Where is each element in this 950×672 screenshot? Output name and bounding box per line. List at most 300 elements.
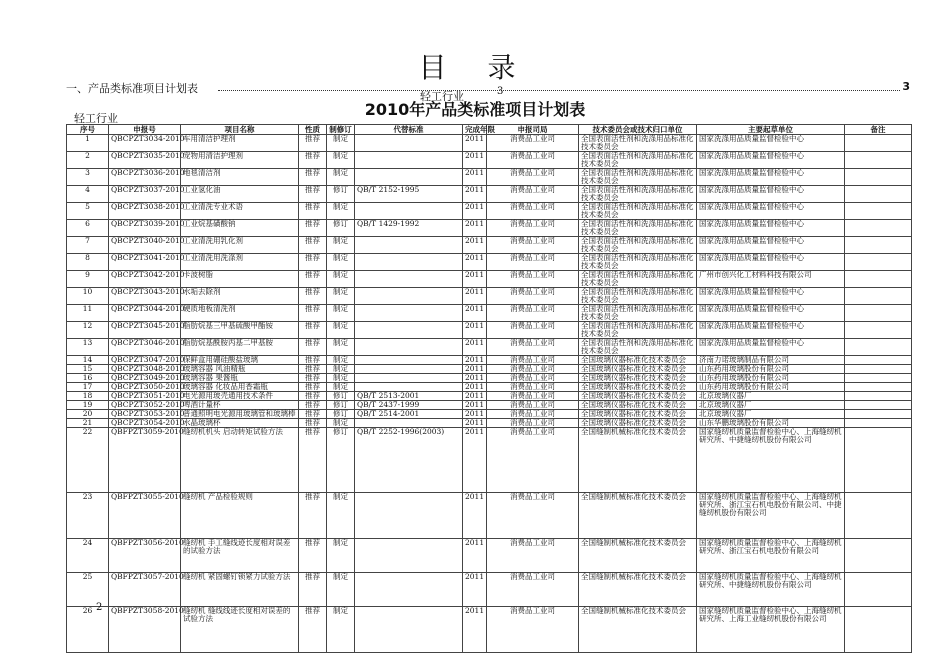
cell-drafter: 国家缝纫机质量监督检验中心、上海缝纫机研究所、浙江宝石机电股份有限公司 — [697, 539, 845, 573]
cell-drafter: 国家洗涤用品质量监督检验中心 — [697, 169, 845, 186]
cell-committee: 全国缝制机械标准化技术委员会 — [579, 493, 697, 539]
cell-remark — [845, 539, 912, 573]
cell-drafter: 国家洗涤用品质量监督检验中心 — [697, 254, 845, 271]
cell-remark — [845, 410, 912, 419]
cell-drafter: 北京玻璃仪器厂 — [697, 410, 845, 419]
cell-nature: 推荐 — [299, 152, 327, 169]
toc-entry-label: 一、产品类标准项目计划表 — [66, 82, 198, 95]
cell-nature: 推荐 — [299, 135, 327, 152]
cell-no: 15 — [67, 365, 109, 374]
table-row — [67, 493, 912, 539]
cell-committee: 全国玻璃仪器标准化技术委员会 — [579, 410, 697, 419]
cell-nature: 推荐 — [299, 539, 327, 573]
cell-dept: 消费品工业司 — [487, 186, 579, 203]
cell-replace — [355, 237, 463, 254]
cell-drafter: 国家缝纫机质量监督检验中心、上海缝纫机研究所、中捷缝纫机股份有限公司 — [697, 573, 845, 607]
column-header: 制修订 — [327, 125, 355, 135]
cell-name: 缝纫机 紧固螺钉锁紧力试验方法 — [181, 573, 299, 607]
cell-year: 2011 — [463, 356, 487, 365]
cell-committee: 全国玻璃仪器标准化技术委员会 — [579, 383, 697, 392]
cell-dept: 消费品工业司 — [487, 288, 579, 305]
cell-type: 制定 — [327, 493, 355, 539]
cell-name: 缝纫机 缝线线迹长度相对误差的试验方法 — [181, 607, 299, 653]
cell-code: QBCPZT3052-2010 — [109, 401, 181, 410]
cell-no: 1 — [67, 135, 109, 152]
cell-replace — [355, 254, 463, 271]
cell-nature: 推荐 — [299, 419, 327, 428]
cell-no: 24 — [67, 539, 109, 573]
cell-name: 卡波树脂 — [181, 271, 299, 288]
cell-drafter: 北京玻璃仪器厂 — [697, 401, 845, 410]
cell-name: 玻璃容器 风油精瓶 — [181, 365, 299, 374]
cell-name: 脂肪烷基酰胺丙基二甲基胺 — [181, 339, 299, 356]
cell-remark — [845, 493, 912, 539]
page-number: 2 — [96, 602, 103, 613]
cell-drafter: 国家洗涤用品质量监督检验中心 — [697, 220, 845, 237]
cell-replace — [355, 169, 463, 186]
cell-type: 制定 — [327, 152, 355, 169]
cell-nature: 推荐 — [299, 339, 327, 356]
cell-code: QBCPZT3047-2010 — [109, 356, 181, 365]
cell-name: 地毯清洁剂 — [181, 169, 299, 186]
cell-no: 2 — [67, 152, 109, 169]
cell-type: 制定 — [327, 383, 355, 392]
cell-replace — [355, 573, 463, 607]
cell-year: 2011 — [463, 169, 487, 186]
cell-committee: 全国表面活性剂和洗涤用品标准化技术委员会 — [579, 254, 697, 271]
cell-replace: QB/T 2437-1999 — [355, 401, 463, 410]
cell-nature: 推荐 — [299, 383, 327, 392]
cell-replace — [355, 493, 463, 539]
cell-no: 14 — [67, 356, 109, 365]
cell-replace — [355, 374, 463, 383]
cell-replace: QB/T 2252-1996(2003) — [355, 428, 463, 493]
cell-remark — [845, 271, 912, 288]
cell-dept: 消费品工业司 — [487, 203, 579, 220]
cell-name: 缝纫机 产品检验规则 — [181, 493, 299, 539]
cell-name: 玻璃容器 化妆品用香霜瓶 — [181, 383, 299, 392]
cell-type: 制定 — [327, 365, 355, 374]
cell-year: 2011 — [463, 135, 487, 152]
cell-no: 20 — [67, 410, 109, 419]
cell-committee: 全国表面活性剂和洗涤用品标准化技术委员会 — [579, 135, 697, 152]
cell-nature: 推荐 — [299, 410, 327, 419]
cell-committee: 全国表面活性剂和洗涤用品标准化技术委员会 — [579, 203, 697, 220]
table-row — [67, 539, 912, 573]
table-header-row — [67, 125, 912, 135]
cell-committee: 全国表面活性剂和洗涤用品标准化技术委员会 — [579, 322, 697, 339]
cell-dept: 消费品工业司 — [487, 493, 579, 539]
cell-dept: 消费品工业司 — [487, 271, 579, 288]
cell-name: 工业清洗用乳化剂 — [181, 237, 299, 254]
column-header: 项目名称 — [181, 125, 299, 135]
cell-code: QBCPZT3053-2010 — [109, 410, 181, 419]
cell-replace — [355, 135, 463, 152]
cell-code: QBCPZT3050-2010 — [109, 383, 181, 392]
cell-code: QBCPZT3046-2010 — [109, 339, 181, 356]
cell-year: 2011 — [463, 254, 487, 271]
cell-drafter: 山东药用玻璃股份有限公司 — [697, 374, 845, 383]
table-row — [67, 220, 912, 237]
cell-dept: 消费品工业司 — [487, 322, 579, 339]
cell-nature: 推荐 — [299, 322, 327, 339]
column-header: 技术委员会或技术归口单位 — [579, 125, 697, 135]
cell-no: 7 — [67, 237, 109, 254]
cell-type: 制定 — [327, 135, 355, 152]
cell-no: 10 — [67, 288, 109, 305]
running-header-left: 轻工行业 — [420, 90, 464, 103]
column-header: 代替标准 — [355, 125, 463, 135]
cell-year: 2011 — [463, 186, 487, 203]
cell-nature: 推荐 — [299, 237, 327, 254]
cell-type: 制定 — [327, 374, 355, 383]
cell-nature: 推荐 — [299, 271, 327, 288]
cell-remark — [845, 288, 912, 305]
cell-type: 制定 — [327, 271, 355, 288]
cell-code: QBFPZT3058-2010 — [109, 607, 181, 653]
cell-drafter: 山东华鹏玻璃股份有限公司 — [697, 419, 845, 428]
cell-committee: 全国缝制机械标准化技术委员会 — [579, 607, 697, 653]
table-row — [67, 305, 912, 322]
cell-no: 11 — [67, 305, 109, 322]
cell-committee: 全国玻璃仪器标准化技术委员会 — [579, 365, 697, 374]
cell-remark — [845, 383, 912, 392]
table-row — [67, 152, 912, 169]
cell-committee: 全国玻璃仪器标准化技术委员会 — [579, 374, 697, 383]
cell-name: 普通照明电光源用玻璃管和玻璃棒 — [181, 410, 299, 419]
column-header: 主要起草单位 — [697, 125, 845, 135]
cell-name: 缝纫机机头 启动转矩试验方法 — [181, 428, 299, 493]
cell-type: 制定 — [327, 419, 355, 428]
cell-code: QBCPZT3043-2010 — [109, 288, 181, 305]
table-row — [67, 254, 912, 271]
cell-year: 2011 — [463, 573, 487, 607]
cell-code: QBCPZT3037-2010 — [109, 186, 181, 203]
cell-year: 2011 — [463, 539, 487, 573]
cell-remark — [845, 419, 912, 428]
cell-year: 2011 — [463, 392, 487, 401]
table-row — [67, 428, 912, 493]
table-row — [67, 169, 912, 186]
cell-no: 22 — [67, 428, 109, 493]
cell-replace — [355, 271, 463, 288]
cell-no: 12 — [67, 322, 109, 339]
column-header: 申报号 — [109, 125, 181, 135]
cell-replace — [355, 365, 463, 374]
cell-replace — [355, 607, 463, 653]
cell-name: 工业清洗专业术语 — [181, 203, 299, 220]
cell-no: 6 — [67, 220, 109, 237]
cell-no: 16 — [67, 374, 109, 383]
cell-code: QBFPZT3056-2010 — [109, 539, 181, 573]
cell-no: 4 — [67, 186, 109, 203]
cell-dept: 消费品工业司 — [487, 428, 579, 493]
cell-year: 2011 — [463, 374, 487, 383]
cell-remark — [845, 203, 912, 220]
cell-committee: 全国缝制机械标准化技术委员会 — [579, 539, 697, 573]
cell-code: QBCPZT3039-2010 — [109, 220, 181, 237]
cell-committee: 全国缝制机械标准化技术委员会 — [579, 573, 697, 607]
cell-no: 8 — [67, 254, 109, 271]
cell-replace — [355, 203, 463, 220]
cell-code: QBCPZT3035-2010 — [109, 152, 181, 169]
cell-dept: 消费品工业司 — [487, 419, 579, 428]
cell-nature: 推荐 — [299, 374, 327, 383]
cell-drafter: 北京玻璃仪器厂 — [697, 392, 845, 401]
running-header-right: 3 — [497, 86, 504, 97]
cell-year: 2011 — [463, 428, 487, 493]
cell-dept: 消费品工业司 — [487, 573, 579, 607]
toc-page-number: 3 — [902, 80, 910, 93]
cell-drafter: 国家缝纫机质量监督检验中心、上海缝纫机研究所、中捷缝纫机股份有限公司 — [697, 428, 845, 493]
cell-year: 2011 — [463, 383, 487, 392]
table-row — [67, 607, 912, 653]
cell-dept: 消费品工业司 — [487, 237, 579, 254]
cell-no: 3 — [67, 169, 109, 186]
cell-remark — [845, 322, 912, 339]
cell-code: QBCPZT3054-2010 — [109, 419, 181, 428]
cell-type: 制定 — [327, 169, 355, 186]
cell-remark — [845, 339, 912, 356]
cell-committee: 全国玻璃仪器标准化技术委员会 — [579, 392, 697, 401]
cell-remark — [845, 374, 912, 383]
cell-remark — [845, 356, 912, 365]
cell-dept: 消费品工业司 — [487, 356, 579, 365]
cell-name: 啤酒计量杯 — [181, 401, 299, 410]
cell-nature: 推荐 — [299, 401, 327, 410]
cell-nature: 推荐 — [299, 288, 327, 305]
cell-committee: 全国玻璃仪器标准化技术委员会 — [579, 401, 697, 410]
cell-committee: 全国表面活性剂和洗涤用品标准化技术委员会 — [579, 271, 697, 288]
section-label: 轻工行业 — [74, 112, 118, 125]
cell-type: 制定 — [327, 237, 355, 254]
cell-code: QBCPZT3051-2010 — [109, 392, 181, 401]
table-row — [67, 288, 912, 305]
cell-type: 修订 — [327, 186, 355, 203]
cell-remark — [845, 186, 912, 203]
column-header: 性质 — [299, 125, 327, 135]
cell-dept: 消费品工业司 — [487, 152, 579, 169]
cell-committee: 全国表面活性剂和洗涤用品标准化技术委员会 — [579, 339, 697, 356]
cell-committee: 全国表面活性剂和洗涤用品标准化技术委员会 — [579, 305, 697, 322]
cell-replace — [355, 339, 463, 356]
cell-name: 缝纫机 手工缝线迹长度相对误差的试验方法 — [181, 539, 299, 573]
cell-committee: 全国表面活性剂和洗涤用品标准化技术委员会 — [579, 186, 697, 203]
cell-name: 工业氢化油 — [181, 186, 299, 203]
table-row — [67, 237, 912, 254]
column-header: 备注 — [845, 125, 912, 135]
cell-type: 修订 — [327, 428, 355, 493]
cell-name: 保鲜盒用硼硅酸盐玻璃 — [181, 356, 299, 365]
cell-remark — [845, 573, 912, 607]
cell-committee: 全国表面活性剂和洗涤用品标准化技术委员会 — [579, 220, 697, 237]
cell-no: 25 — [67, 573, 109, 607]
cell-type: 修订 — [327, 220, 355, 237]
cell-committee: 全国玻璃仪器标准化技术委员会 — [579, 419, 697, 428]
cell-replace — [355, 288, 463, 305]
cell-name: 宠物用清洁护理剂 — [181, 152, 299, 169]
cell-code: QBCPZT3044-2010 — [109, 305, 181, 322]
cell-replace: QB/T 1429-1992 — [355, 220, 463, 237]
cell-year: 2011 — [463, 493, 487, 539]
cell-remark — [845, 135, 912, 152]
cell-no: 17 — [67, 383, 109, 392]
standards-plan-table — [66, 124, 912, 653]
cell-name: 硬质地板清洗剂 — [181, 305, 299, 322]
cell-nature: 推荐 — [299, 573, 327, 607]
cell-type: 修订 — [327, 392, 355, 401]
cell-dept: 消费品工业司 — [487, 365, 579, 374]
cell-code: QBCPZT3036-2010 — [109, 169, 181, 186]
cell-dept: 消费品工业司 — [487, 539, 579, 573]
cell-type: 制定 — [327, 322, 355, 339]
cell-code: QBCPZT3040-2010 — [109, 237, 181, 254]
cell-type: 制定 — [327, 305, 355, 322]
cell-replace — [355, 322, 463, 339]
cell-remark — [845, 237, 912, 254]
cell-no: 21 — [67, 419, 109, 428]
table-row — [67, 573, 912, 607]
cell-name: 水晶玻璃杯 — [181, 419, 299, 428]
cell-type: 制定 — [327, 254, 355, 271]
cell-dept: 消费品工业司 — [487, 607, 579, 653]
cell-nature: 推荐 — [299, 186, 327, 203]
cell-remark — [845, 152, 912, 169]
cell-year: 2011 — [463, 288, 487, 305]
cell-year: 2011 — [463, 365, 487, 374]
cell-drafter: 国家洗涤用品质量监督检验中心 — [697, 288, 845, 305]
cell-code: QBCPZT3049-2010 — [109, 374, 181, 383]
cell-dept: 消费品工业司 — [487, 169, 579, 186]
cell-replace: QB/T 2152-1995 — [355, 186, 463, 203]
cell-nature: 推荐 — [299, 428, 327, 493]
toc-leader-dots — [218, 90, 900, 91]
cell-year: 2011 — [463, 401, 487, 410]
cell-no: 18 — [67, 392, 109, 401]
cell-replace — [355, 356, 463, 365]
cell-replace — [355, 305, 463, 322]
cell-replace — [355, 539, 463, 573]
table-row — [67, 135, 912, 152]
cell-code: QBFPZT3057-2010 — [109, 573, 181, 607]
cell-no: 23 — [67, 493, 109, 539]
cell-remark — [845, 401, 912, 410]
cell-nature: 推荐 — [299, 356, 327, 365]
cell-drafter: 广州市创兴化工材料科技有限公司 — [697, 271, 845, 288]
column-header: 序号 — [67, 125, 109, 135]
cell-drafter: 国家缝纫机质量监督检验中心、上海缝纫机研究所、浙江宝石机电股份有限公司、中捷缝纫机股份有限公司 — [697, 493, 845, 539]
cell-type: 修订 — [327, 401, 355, 410]
cell-drafter: 国家洗涤用品质量监督检验中心 — [697, 305, 845, 322]
table-row — [67, 203, 912, 220]
toc-entry[interactable] — [66, 80, 910, 96]
cell-remark — [845, 428, 912, 493]
cell-nature: 推荐 — [299, 254, 327, 271]
cell-year: 2011 — [463, 271, 487, 288]
cell-year: 2011 — [463, 237, 487, 254]
cell-name: 脂肪烷基三甲基硫酸甲酯铵 — [181, 322, 299, 339]
cell-year: 2011 — [463, 322, 487, 339]
cell-dept: 消费品工业司 — [487, 339, 579, 356]
cell-no: 26 — [67, 607, 109, 653]
cell-drafter: 国家缝纫机质量监督检验中心、上海缝纫机研究所、上海工业缝纫机股份有限公司 — [697, 607, 845, 653]
cell-drafter: 国家洗涤用品质量监督检验中心 — [697, 135, 845, 152]
cell-dept: 消费品工业司 — [487, 401, 579, 410]
cell-code: QBFPZT3059-2010 — [109, 428, 181, 493]
cell-dept: 消费品工业司 — [487, 410, 579, 419]
cell-no: 5 — [67, 203, 109, 220]
cell-remark — [845, 169, 912, 186]
cell-no: 19 — [67, 401, 109, 410]
cell-remark — [845, 220, 912, 237]
cell-code: QBCPZT3041-2010 — [109, 254, 181, 271]
table-row — [67, 186, 912, 203]
toc-heading: 目 录 — [418, 51, 532, 84]
cell-name: 车用清洁护理剂 — [181, 135, 299, 152]
cell-committee: 全国表面活性剂和洗涤用品标准化技术委员会 — [579, 237, 697, 254]
document-title: 2010年产品类标准项目计划表 — [364, 100, 586, 119]
cell-type: 制定 — [327, 203, 355, 220]
cell-drafter: 国家洗涤用品质量监督检验中心 — [697, 152, 845, 169]
cell-drafter: 国家洗涤用品质量监督检验中心 — [697, 322, 845, 339]
cell-year: 2011 — [463, 339, 487, 356]
cell-nature: 推荐 — [299, 365, 327, 374]
cell-name: 电光源用玻壳通用技术条件 — [181, 392, 299, 401]
cell-year: 2011 — [463, 607, 487, 653]
cell-nature: 推荐 — [299, 392, 327, 401]
table-row — [67, 339, 912, 356]
cell-drafter: 国家洗涤用品质量监督检验中心 — [697, 237, 845, 254]
table-row — [67, 322, 912, 339]
cell-year: 2011 — [463, 220, 487, 237]
cell-dept: 消费品工业司 — [487, 305, 579, 322]
cell-name: 水垢去除剂 — [181, 288, 299, 305]
cell-type: 制定 — [327, 356, 355, 365]
cell-remark — [845, 607, 912, 653]
cell-dept: 消费品工业司 — [487, 374, 579, 383]
cell-nature: 推荐 — [299, 220, 327, 237]
cell-nature: 推荐 — [299, 169, 327, 186]
cell-type: 制定 — [327, 607, 355, 653]
cell-code: QBCPZT3048-2010 — [109, 365, 181, 374]
cell-type: 制定 — [327, 573, 355, 607]
cell-committee: 全国玻璃仪器标准化技术委员会 — [579, 356, 697, 365]
cell-remark — [845, 365, 912, 374]
cell-drafter: 山东药用玻璃股份有限公司 — [697, 383, 845, 392]
cell-year: 2011 — [463, 152, 487, 169]
cell-drafter: 国家洗涤用品质量监督检验中心 — [697, 186, 845, 203]
cell-replace: QB/T 2514-2001 — [355, 410, 463, 419]
cell-remark — [845, 305, 912, 322]
cell-dept: 消费品工业司 — [487, 392, 579, 401]
cell-year: 2011 — [463, 419, 487, 428]
cell-drafter: 国家洗涤用品质量监督检验中心 — [697, 339, 845, 356]
cell-dept: 消费品工业司 — [487, 254, 579, 271]
cell-nature: 推荐 — [299, 493, 327, 539]
cell-code: QBCPZT3045-2010 — [109, 322, 181, 339]
cell-type: 修订 — [327, 410, 355, 419]
cell-drafter: 国家洗涤用品质量监督检验中心 — [697, 203, 845, 220]
cell-dept: 消费品工业司 — [487, 135, 579, 152]
cell-committee: 全国表面活性剂和洗涤用品标准化技术委员会 — [579, 152, 697, 169]
cell-committee: 全国缝制机械标准化技术委员会 — [579, 428, 697, 493]
cell-nature: 推荐 — [299, 305, 327, 322]
cell-name: 工业清洗用洗涤剂 — [181, 254, 299, 271]
cell-year: 2011 — [463, 410, 487, 419]
cell-drafter: 济南力诺玻璃制品有限公司 — [697, 356, 845, 365]
cell-committee: 全国表面活性剂和洗涤用品标准化技术委员会 — [579, 288, 697, 305]
cell-type: 制定 — [327, 288, 355, 305]
